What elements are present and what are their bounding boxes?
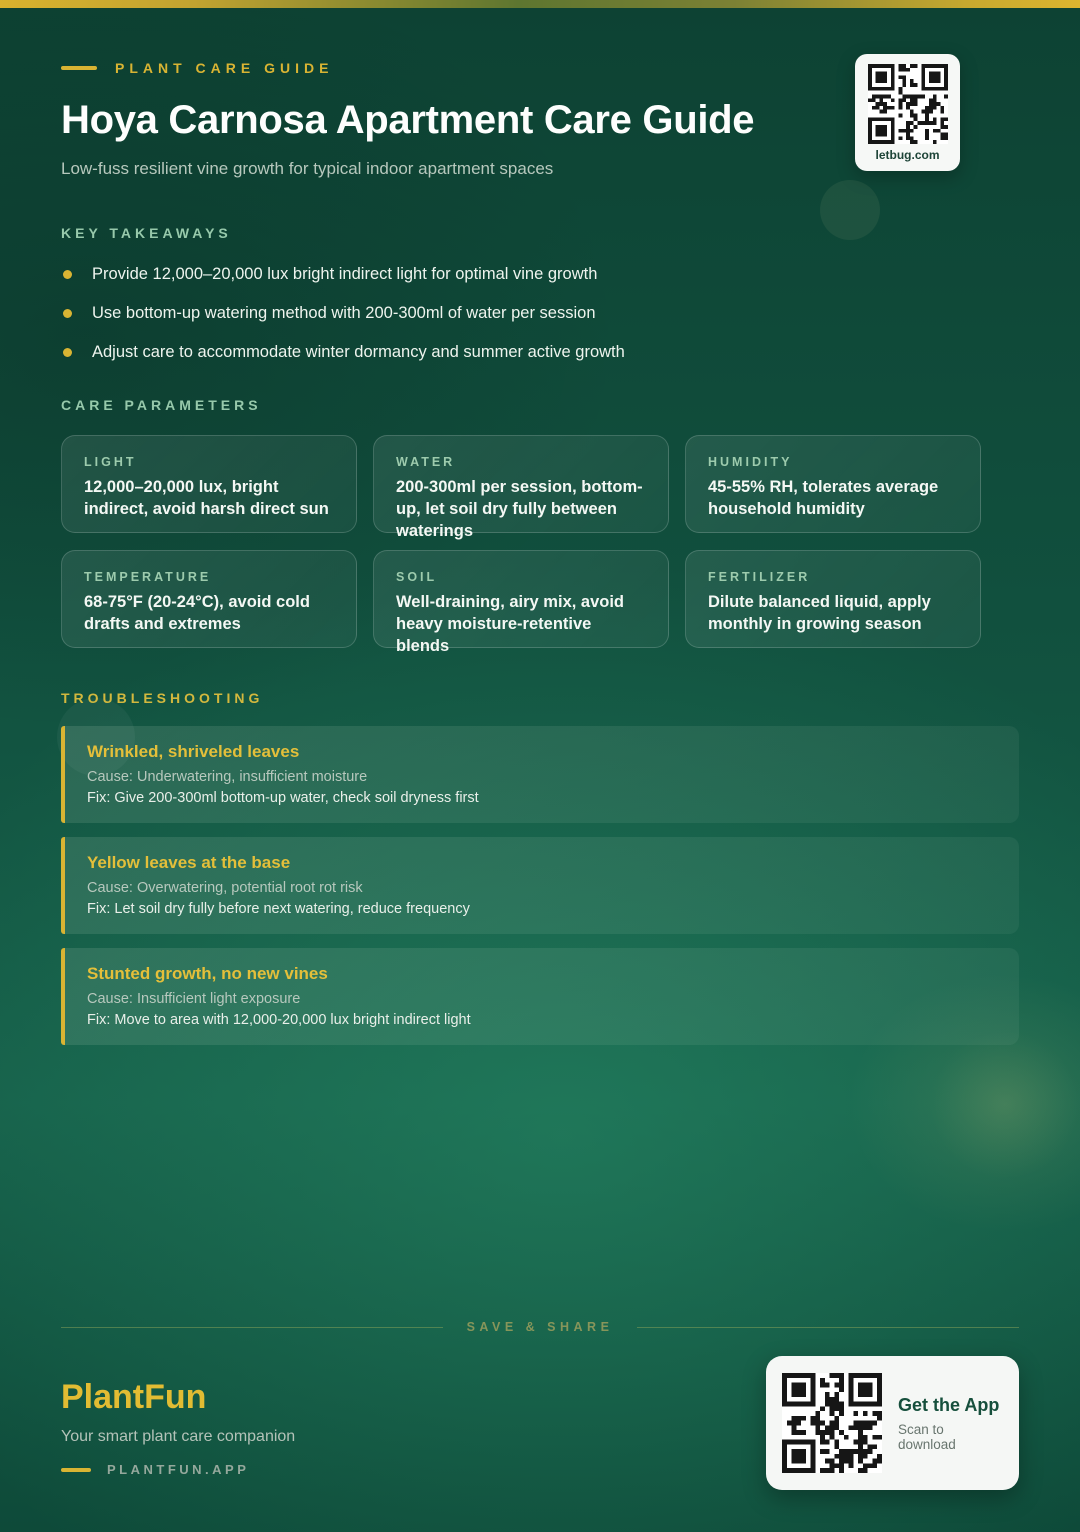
footer-brand-block [61,1378,295,1477]
trouble-fix: Fix: Let soil dry fully before next watering, reduce frequency [87,901,470,917]
brand-site-url: PLANTFUN.APP [107,1462,250,1477]
key-takeaways-section [61,225,1019,363]
brand-logo: PlantFun [61,1378,207,1416]
care-card-temperature [61,550,357,648]
card-text: Dilute balanced liquid, apply monthly in growing season [708,593,931,633]
eyebrow [61,60,1019,76]
divider-line [61,1327,443,1328]
get-app-card [766,1356,1019,1490]
trouble-title: Yellow leaves at the base [87,853,291,872]
troubleshooting-section [61,690,1019,1045]
takeaway-item [61,263,1019,285]
care-card-water [373,435,669,540]
eyebrow-label: PLANT CARE GUIDE [115,60,334,76]
card-label: FERTILIZER [708,570,811,584]
trouble-cause: Cause: Underwatering, insufficient moisture [87,769,368,785]
takeaway-item [61,302,1019,324]
care-card-light [61,435,357,533]
card-text: 45-55% RH, tolerates average household humidity [708,478,939,518]
app-card-text [898,1395,1003,1452]
qr-code [782,1373,882,1473]
card-label: HUMIDITY [708,455,793,469]
trouble-title: Stunted growth, no new vines [87,964,328,983]
bullet-dot-icon [63,309,72,318]
trouble-item-wrinkled-leaves [61,726,1019,823]
card-label: SOIL [396,570,438,584]
card-text: 68-75°F (20-24°C), avoid cold drafts and extremes [84,593,310,633]
care-parameters-section [61,397,1019,655]
brand-site-row [61,1462,295,1477]
save-share-divider [61,1320,1019,1334]
takeaway-text: Provide 12,000–20,000 lux bright indirect light for optimal vine growth [92,264,598,283]
card-text: Well-draining, airy mix, avoid heavy moisture-retentive blends [396,593,625,655]
trouble-cause: Cause: Overwatering, potential root rot risk [87,880,363,896]
get-app-title: Get the App [898,1394,1000,1415]
care-parameters-heading: CARE PARAMETERS [61,397,262,413]
card-label: WATER [396,455,456,469]
card-text: 12,000–20,000 lux, bright indirect, avoid harsh direct sun [84,478,329,518]
troubleshooting-list [61,726,1019,1045]
card-label: TEMPERATURE [84,570,212,584]
takeaway-item [61,341,1019,363]
gold-dash-icon [61,66,97,70]
divider-line [637,1327,1019,1328]
page-subtitle: Low-fuss resilient vine growth for typical indoor apartment spaces [61,159,554,178]
gold-dash-icon [61,1468,91,1472]
takeaway-text: Adjust care to accommodate winter dormancy and summer active growth [92,342,625,361]
troubleshooting-heading: TROUBLESHOOTING [61,690,264,706]
care-card-grid [61,435,1019,655]
card-text: 200-300ml per session, bottom-up, let soil dry fully between waterings [396,478,643,540]
trouble-title: Wrinkled, shriveled leaves [87,742,300,761]
care-card-soil [373,550,669,655]
care-card-humidity [685,435,981,533]
takeaway-list [61,263,1019,363]
takeaway-text: Use bottom-up watering method with 200-300ml of water per session [92,303,596,322]
card-label: LIGHT [84,455,137,469]
key-takeaways-heading: KEY TAKEAWAYS [61,225,232,241]
trouble-item-stunted-growth [61,948,1019,1045]
bullet-dot-icon [63,270,72,279]
bullet-dot-icon [63,348,72,357]
trouble-cause: Cause: Insufficient light exposure [87,991,301,1007]
page-title: Hoya Carnosa Apartment Care Guide [61,98,755,142]
trouble-fix: Fix: Give 200-300ml bottom-up water, check soil dryness first [87,790,479,806]
qr-card-url: letbug.com [875,148,940,162]
trouble-fix: Fix: Move to area with 12,000-20,000 lux bright indirect light [87,1012,471,1028]
brand-tagline: Your smart plant care companion [61,1428,296,1445]
get-app-subtitle: Scan to download [898,1421,956,1452]
trouble-item-yellow-leaves [61,837,1019,934]
save-share-label: SAVE & SHARE [466,1320,614,1334]
care-card-fertilizer [685,550,981,648]
